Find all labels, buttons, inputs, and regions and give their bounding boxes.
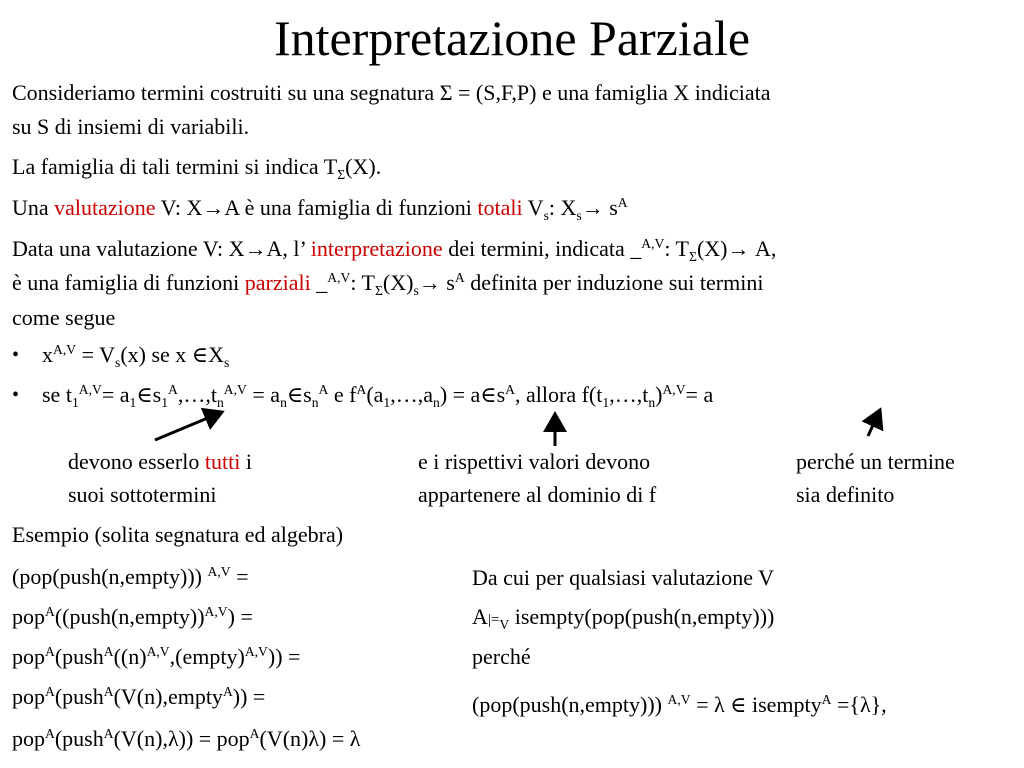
conclusion-line-4: (pop(push(n,empty))) $^{A,V}$ = λ ∈ isempty$^A$ ={λ},	[472, 691, 887, 717]
slide-title: Interpretazione Parziale	[273, 10, 751, 66]
interpretation-line-2: è una famiglia di funzioni parziali _$^{A,V}$: $T_\Sigma(X)_s\to s^A$ definita per induzione sui termini	[12, 269, 764, 298]
conclusion-line-2: $A|=_V$ isempty(pop(push(n,empty)))	[472, 604, 775, 632]
example-step-4: pop$^A$(push$^A$(V(n),empty$^A$)) =	[12, 683, 266, 709]
note-subterms-line-2: suoi sottotermini	[68, 482, 217, 507]
conclusion-line-3: perché	[472, 644, 531, 669]
interpretation-line-1: Data una valutazione V: X→A, l’ interpretazione dei termini, indicata _$^{A,V}$: $T_\Sigma(X)\to A$,	[12, 235, 777, 264]
interpretation-line-3: come segue	[12, 305, 116, 330]
intro-line-2: su S di insiemi di variabili.	[12, 114, 250, 139]
arrow-to-subterms	[155, 412, 222, 440]
keyword-parziali: parziali	[244, 270, 311, 295]
example-step-2: pop$^A$((push(n,empty))$^{A,V}$) =	[12, 603, 253, 629]
note-defined-line-1: perché un termine	[796, 449, 955, 474]
note-defined-line-2: sia definito	[796, 482, 895, 507]
keyword-interpretazione: interpretazione	[310, 236, 443, 261]
example-step-1: (pop(push(n,empty))) $^{A,V}$ =	[12, 563, 249, 589]
conclusion-line-1: Da cui per qualsiasi valutazione V	[472, 565, 774, 590]
note-domain-line-1: e i rispettivi valori devono	[418, 449, 651, 474]
example-heading: Esempio (solita segnatura ed algebra)	[12, 522, 344, 547]
bullet-function-case: se $t_1^{A,V}=$ $a_1\in s_1^A,\dots,t_n^{A,V}$ = $a_n\in s_n^A$ e $f^A(a_1,\dots,a_n)$ = $a\in s^A$, allora $f(t_1,\dots,t_n)^{A,V}= a$	[42, 381, 714, 410]
bullet-dot-2: •	[12, 384, 20, 406]
example-step-5: pop$^A$(push$^A$(V(n),λ)) = pop$^A$(V(n)λ) = λ	[12, 725, 361, 751]
bullet-variable-case: $x^{A,V} = V_s(x)$ se x $\in X_s$	[42, 341, 230, 370]
keyword-tutti: tutti	[204, 449, 241, 474]
bullet-dot-1: •	[12, 344, 20, 366]
arrow-to-defined	[868, 410, 880, 436]
valuation-definition: Una valutazione V: X→A è una famiglia di funzioni totali $V_s$: $X_s\to s^A$	[12, 194, 628, 223]
keyword-totali: totali	[477, 195, 523, 220]
family-definition: La famiglia di tali termini si indica $T_\Sigma(X)$.	[12, 154, 382, 182]
example-step-3: $pop^A(push^A((n)^{A,V},(empty)^{A,V}))$ =	[12, 643, 301, 669]
note-subterms-line-1: devono esserlo tutti i	[68, 449, 252, 474]
note-domain-line-2: appartenere al dominio di f	[418, 482, 657, 507]
intro-line-1: Consideriamo termini costruiti su una segnatura Σ = (S,F,P) e una famiglia X indiciata	[12, 80, 771, 105]
keyword-valutazione: valutazione	[54, 195, 156, 220]
